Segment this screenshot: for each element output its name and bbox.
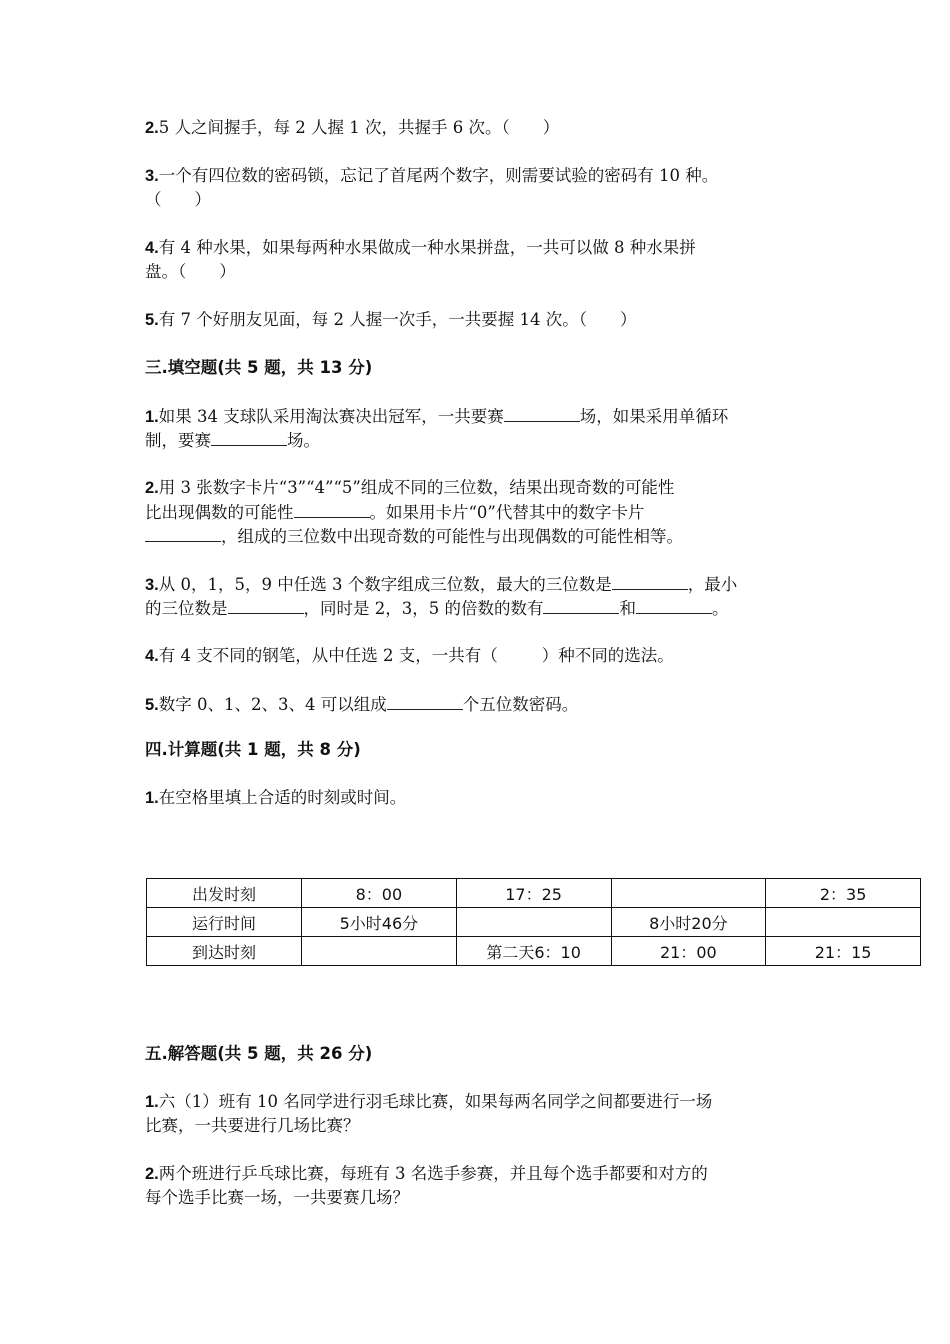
fill-question-1-cont: 制，要赛 场。: [145, 428, 320, 453]
table-cell: 8小时20分: [611, 908, 766, 937]
table-cell[interactable]: [766, 908, 921, 937]
table-row: [147, 937, 921, 966]
fill-question-2-cont: 比出现偶数的可能性 。如果用卡片“0”代替其中的数字卡片: [145, 500, 644, 525]
answer-blank[interactable]: [211, 428, 287, 446]
fill-question-2-cont2: ，组成的三位数中出现奇数的可能性与出现偶数的可能性相等。: [145, 524, 683, 549]
table-cell: 5小时46分: [302, 908, 457, 937]
row-header: 运行时间: [147, 908, 302, 937]
answer-blank[interactable]: [228, 596, 304, 614]
answer-question-2-cont: 每个选手比赛一场，一共要赛几场？: [145, 1188, 409, 1207]
section-3-title: 三.填空题(共 5 题，共 13 分): [145, 358, 373, 377]
row-header: 到达时刻: [147, 937, 302, 966]
table-cell: 8：00: [302, 879, 457, 908]
time-table: [146, 878, 921, 966]
answer-blank[interactable]: [145, 524, 221, 542]
judge-question-3: 3.一个有四位数的密码锁，忘记了首尾两个数字，则需要试验的密码有 10 种。: [145, 166, 719, 185]
answer-blank[interactable]: [636, 596, 712, 614]
table-cell: 第二天6：10: [456, 937, 611, 966]
row-header: 出发时刻: [147, 879, 302, 908]
fill-question-3-cont: 的三位数是 ，同时是 2，3，5 的倍数的数有 和 。: [145, 596, 728, 621]
table-row: [147, 879, 921, 908]
table-cell: 21：15: [766, 937, 921, 966]
judge-question-5: 5.有 7 个好朋友见面，每 2 人握一次手，一共要握 14 次。（ ）: [145, 310, 637, 329]
fill-question-2: 2.用 3 张数字卡片“3”“4”“5”组成不同的三位数，结果出现奇数的可能性: [145, 478, 675, 497]
judge-question-2: 2.5 人之间握手，每 2 人握 1 次，共握手 6 次。（ ）: [145, 118, 560, 137]
fill-question-4: 4.有 4 支不同的钢笔，从中任选 2 支，一共有（ ）种不同的选法。: [145, 646, 674, 665]
answer-question-1: 1.六（1）班有 10 名同学进行羽毛球比赛，如果每两名同学之间都要进行一场: [145, 1092, 713, 1111]
table-cell: 2：35: [766, 879, 921, 908]
table-cell: 21：00: [611, 937, 766, 966]
judge-question-4: 4.有 4 种水果，如果每两种水果做成一种水果拼盘，一共可以做 8 种水果拼: [145, 238, 696, 257]
answer-question-1-cont: 比赛，一共要进行几场比赛？: [145, 1116, 360, 1135]
answer-blank[interactable]: [387, 692, 463, 710]
section-4-title: 四.计算题(共 1 题，共 8 分): [145, 740, 361, 759]
answer-blank[interactable]: [504, 404, 580, 422]
table-cell[interactable]: [611, 879, 766, 908]
judge-question-3-cont: （ ）: [145, 190, 211, 209]
fill-question-3: 3.从 0，1，5，9 中任选 3 个数字组成三位数，最大的三位数是 ，最小: [145, 572, 737, 597]
judge-question-4-cont: 盘。（ ）: [145, 262, 236, 281]
fill-question-1: 1.如果 34 支球队采用淘汰赛决出冠军，一共要赛 场，如果采用单循环: [145, 404, 728, 429]
fill-question-5: 5.数字 0、1、2、3、4 可以组成 个五位数密码。: [145, 692, 578, 717]
table-cell[interactable]: [302, 937, 457, 966]
table-row: [147, 908, 921, 937]
table-cell[interactable]: [456, 908, 611, 937]
answer-blank[interactable]: [543, 596, 619, 614]
answer-blank[interactable]: [294, 500, 370, 518]
section-5-title: 五.解答题(共 5 题，共 26 分): [145, 1044, 373, 1063]
answer-blank[interactable]: [612, 572, 688, 590]
answer-question-2: 2.两个班进行乒乓球比赛，每班有 3 名选手参赛，并且每个选手都要和对方的: [145, 1164, 708, 1183]
calc-question-1: 1.在空格里填上合适的时刻或时间。: [145, 788, 407, 807]
table-cell: 17：25: [456, 879, 611, 908]
